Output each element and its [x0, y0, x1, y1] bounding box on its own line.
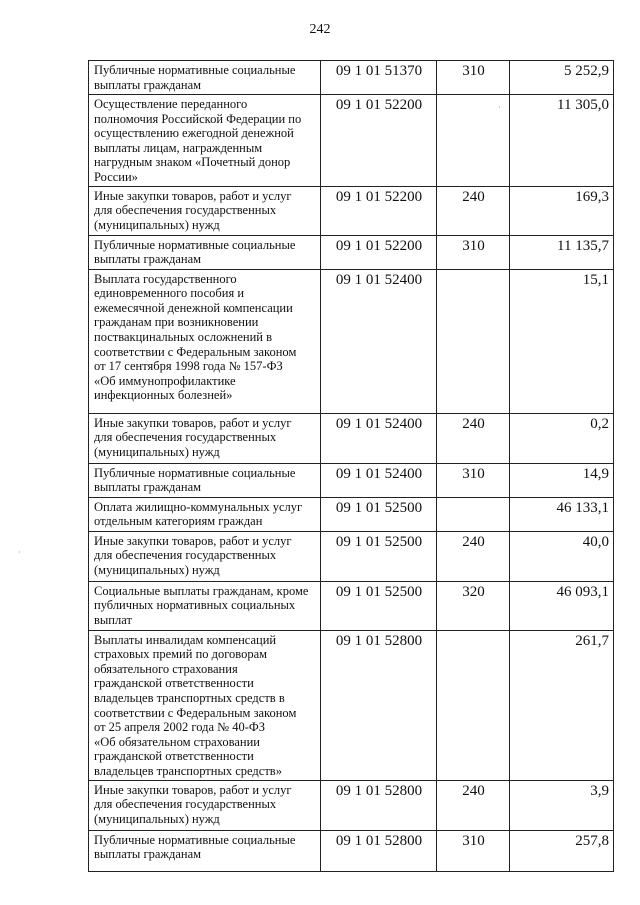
- row-name-line: от 17 сентября 1998 года № 157-ФЗ: [94, 359, 283, 374]
- row-sum: 169,3: [510, 186, 614, 235]
- row-name-line: нагрудным знаком «Почетный донор: [94, 155, 291, 170]
- row-code: 09 1 01 52500: [321, 497, 437, 531]
- row-name-line: (муниципальных) нужд: [94, 217, 220, 232]
- row-name-line: выплаты лицам, награжденным: [94, 140, 263, 155]
- row-name-line: Публичные нормативные социальные: [94, 832, 296, 847]
- table-row: [89, 780, 614, 830]
- row-name-line: Иные закупки товаров, работ и услуг: [94, 533, 292, 548]
- row-code: 09 1 01 52800: [321, 830, 437, 871]
- row-sum: 0,2: [510, 413, 614, 463]
- row-name-line: (муниципальных) нужд: [94, 444, 220, 459]
- row-name-line: полномочия Российской Федерации по: [94, 111, 302, 126]
- table-row: [89, 269, 614, 413]
- row-name-line: Выплата государственного: [94, 271, 237, 286]
- row-name-line: России»: [94, 169, 138, 184]
- row-name-line: единовременного пособия и: [94, 286, 245, 301]
- row-type: [437, 269, 510, 413]
- row-sum: 40,0: [510, 531, 614, 581]
- row-name-line: Публичные нормативные социальные: [94, 237, 296, 252]
- row-sum: 14,9: [510, 463, 614, 497]
- table-row: [89, 235, 614, 269]
- table-row: [89, 186, 614, 235]
- row-code: 09 1 01 52500: [321, 531, 437, 581]
- row-code: 09 1 01 52400: [321, 413, 437, 463]
- row-type: [437, 630, 510, 780]
- row-type: 320: [437, 581, 510, 630]
- row-name: [89, 186, 321, 235]
- row-name-line: осуществлению ежегодной денежной: [94, 126, 294, 141]
- row-name-line: гражданам при возникновении: [94, 315, 259, 330]
- row-code: 09 1 01 52400: [321, 463, 437, 497]
- row-name: [89, 269, 321, 413]
- row-type: 310: [437, 61, 510, 95]
- row-name: [89, 235, 321, 269]
- row-name-line: выплаты гражданам: [94, 77, 202, 92]
- row-name-line: поствакцинальных осложнений в: [94, 329, 273, 344]
- row-name-line: Публичные нормативные социальные: [94, 63, 296, 77]
- row-sum: 257,8: [510, 830, 614, 871]
- row-name-line: Оплата жилищно-коммунальных услуг: [94, 499, 303, 514]
- table-row: [89, 463, 614, 497]
- row-name-line: от 25 апреля 2002 года № 40-ФЗ: [94, 720, 265, 735]
- row-type: 240: [437, 531, 510, 581]
- table-row: [89, 497, 614, 531]
- row-name-line: ежемесячной денежной компенсации: [94, 300, 293, 315]
- row-name: [89, 61, 321, 95]
- row-name-line: отдельным категориям граждан: [94, 514, 263, 529]
- row-name-line: выплат: [94, 612, 132, 627]
- scan-speck: ·: [498, 103, 501, 112]
- row-type: 240: [437, 780, 510, 830]
- row-code: 09 1 01 52800: [321, 780, 437, 830]
- budget-table: [88, 60, 614, 872]
- row-type: 310: [437, 463, 510, 497]
- row-name-line: гражданской ответственности: [94, 676, 254, 691]
- row-type: 310: [437, 830, 510, 871]
- table-row: [89, 830, 614, 871]
- row-sum: 11 305,0: [510, 95, 614, 187]
- row-name-line: Иные закупки товаров, работ и услуг: [94, 188, 292, 203]
- row-name: [89, 95, 321, 187]
- row-name-line: для обеспечения государственных: [94, 797, 277, 812]
- row-name-line: (муниципальных) нужд: [94, 811, 220, 826]
- row-sum: 261,7: [510, 630, 614, 780]
- row-code: 09 1 01 52800: [321, 630, 437, 780]
- row-name-line: выплаты гражданам: [94, 252, 202, 267]
- row-name: [89, 463, 321, 497]
- row-name: [89, 630, 321, 780]
- row-name-line: «Об обязательном страховании: [94, 734, 260, 749]
- row-name-line: владельцев транспортных средств»: [94, 763, 282, 778]
- row-name-line: соответствии с Федеральным законом: [94, 344, 297, 359]
- scan-speck: ·: [18, 548, 21, 557]
- row-name-line: Осуществление переданного: [94, 97, 248, 111]
- row-type: 310: [437, 235, 510, 269]
- row-name-line: для обеспечения государственных: [94, 430, 277, 445]
- row-name-line: Выплаты инвалидам компенсаций: [94, 632, 277, 647]
- row-code: 09 1 01 52500: [321, 581, 437, 630]
- row-code: 09 1 01 52400: [321, 269, 437, 413]
- row-sum: 11 135,7: [510, 235, 614, 269]
- table-row: [89, 581, 614, 630]
- table-row: [89, 61, 614, 95]
- row-name-line: (муниципальных) нужд: [94, 562, 220, 577]
- row-name-line: владельцев транспортных средств в: [94, 690, 285, 705]
- row-name-line: выплаты гражданам: [94, 480, 202, 495]
- row-name: [89, 780, 321, 830]
- row-code: 09 1 01 52200: [321, 186, 437, 235]
- row-name: [89, 413, 321, 463]
- row-name-line: для обеспечения государственных: [94, 548, 277, 563]
- row-name-line: Публичные нормативные социальные: [94, 465, 296, 480]
- table-row: [89, 531, 614, 581]
- row-name-line: страховых премий по договорам: [94, 647, 268, 662]
- row-type: 240: [437, 413, 510, 463]
- row-name-line: публичных нормативных социальных: [94, 598, 296, 613]
- row-name-line: Социальные выплаты гражданам, кроме: [94, 583, 309, 598]
- row-name-line: «Об иммунопрофилактике: [94, 373, 236, 388]
- row-sum: 3,9: [510, 780, 614, 830]
- row-name: [89, 581, 321, 630]
- row-sum: 15,1: [510, 269, 614, 413]
- row-type: 240: [437, 186, 510, 235]
- row-name-line: гражданской ответственности: [94, 749, 254, 764]
- row-name-line: обязательного страхования: [94, 661, 238, 676]
- row-name: [89, 830, 321, 871]
- row-name-line: Иные закупки товаров, работ и услуг: [94, 415, 292, 430]
- row-name-line: Иные закупки товаров, работ и услуг: [94, 782, 292, 797]
- row-type: [437, 497, 510, 531]
- row-sum: 46 133,1: [510, 497, 614, 531]
- row-name-line: инфекционных болезней»: [94, 388, 233, 403]
- row-code: 09 1 01 51370: [321, 61, 437, 95]
- row-name: [89, 531, 321, 581]
- row-name: [89, 497, 321, 531]
- row-sum: 46 093,1: [510, 581, 614, 630]
- page-number: 242: [309, 22, 331, 37]
- row-sum: 5 252,9: [510, 61, 614, 95]
- row-name-line: для обеспечения государственных: [94, 203, 277, 218]
- row-code: 09 1 01 52200: [321, 95, 437, 187]
- budget-table-body: [89, 61, 614, 872]
- row-code: 09 1 01 52200: [321, 235, 437, 269]
- table-row: [89, 630, 614, 780]
- row-name-line: соответствии с Федеральным законом: [94, 705, 297, 720]
- table-row: [89, 95, 614, 187]
- row-name-line: выплаты гражданам: [94, 847, 202, 862]
- table-row: [89, 413, 614, 463]
